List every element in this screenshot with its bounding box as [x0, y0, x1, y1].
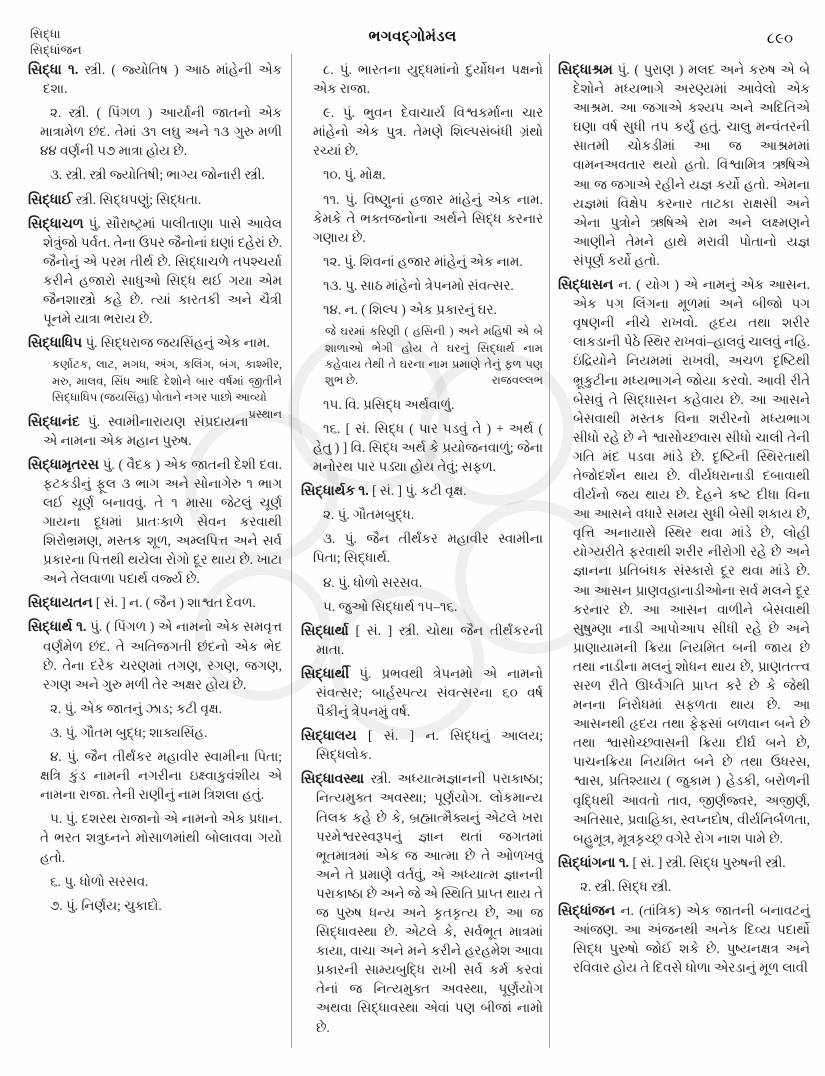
- dictionary-entry: સિદ્ધાંગના ૧. [ સં. ] સ્ત્રી. સિદ્ધ પુરુષની સ્ત્રી.: [558, 854, 786, 870]
- dictionary-entry: સિદ્ધાચળ પું. સૌરાષ્ટ્રમાં પાલીતાણા પાસે આવેલ શેત્રુંજો પર્વત. તેના ઉપર જૈનોનાં ઘણાં દહેરાં છે. જૈનોનું એ પરમ તીર્થ છે. સિદ્ધાચળે તપશ્ચર્યા કરીને હજારો સાધુઓ સિદ્ધ થઈ ગયા એમ જૈનશાસ્ત્રો કહે છે. ત્યાં કારતકી અને ચૈત્રી પૂનમે યાત્રા ભરાય છે.: [28, 215, 282, 327]
- text-column-1: [28, 60, 282, 915]
- dictionary-entry: સિદ્ધાઈ સ્ત્રી. સિદ્ધપણું; સિદ્ધતા.: [28, 191, 202, 207]
- sense-item: ૬. પુ. ધોળો સરસવ.: [50, 873, 149, 889]
- sense-item: ૧૫. વિ. પ્રસિદ્ધ અર્થવાળું.: [323, 396, 455, 412]
- sense-item: ૪. પું. ધોળો સરસવ.: [323, 574, 423, 590]
- headword: સિદ્ધાસન: [558, 277, 619, 293]
- sense-item: ૧૬. [ સં. સિદ્ધ ( પાર પડવું તે ) + અર્થ ( હેતુ ) ] વિ. સિદ્ધ અર્થ કે પ્રયોજનવાળું; જેના મનોરથ પાર પડ્યા હોય તેવું; સફળ.: [313, 420, 543, 475]
- citation-note: જે ઘરમાં કરિણી ( હસિની ) અને મહિષી એ બે શાળાઓ ભેગી હોય તે ઘરનું સિદ્ધાર્થ નામ કહેવાય તેથી તે ઘરના નામ પ્રમાણે તેનું ફળ પણ શુભ છે. રાજવલ્લભ: [325, 324, 543, 390]
- dictionary-entry: સિદ્ધાર્થ ૧. પું. ( પિંગળ ) એ નામનો એક સમવૃત્ત વર્ણમેળ છંદ. તે અતિજગતી છંદનો એક ભેદ છે. તેના દરેક ચરણમાં તગણ, રગણ, જગણ, રગણ અને ગુરુ મળી તેર અક્ષર હોય છે.: [28, 619, 282, 692]
- citation-note: કર્ણાટક, લાટ, મગધ, અંગ, કલિંગ, બંગ, કાશ્મીર, મરુ, માલવ, સિંધ આદિ દેશોને બાર વર્ષમાં જીતીને સિદ્ધાધિપ (જયસિંહ) પોતાને નગર પાછો આવ્યો પ્રસ્થાન: [52, 357, 282, 406]
- dictionary-entry: સિદ્ધાવસ્થા સ્ત્રી. અધ્યાત્મજ્ઞાનની પરાકાષ્ઠા; નિત્યમુક્ત અવસ્થા; પૂર્ણયોગ. લોકમાન્ય તિલક કહે છે કે, બ્રહ્માત્મૈક્યનું એટલે ખરા પરમેશ્વરસ્વરૂપનું જ્ઞાન થતાં જગતમાં ભૂતમાત્રમાં એક જ આત્મા છે તે ઓળખવું અને તે પ્રમાણે વર્તવું, એ અધ્યાત્મ જ્ઞાનની પરાકાષ્ઠા છે અને જે એ સ્થિતિ પ્રાપ્ત થાય તે જ પુરુષ ધન્ય અને કૃતકૃત્ય છે, આ જ સિદ્ધાવસ્થા છે. એટલે કે, સર્વભૂત માત્રમાં કાયા, વાચા અને મને કરીને હરહમેશ આવા પ્રકારની સામ્યબુદ્ધિ રાખી સર્વ કર્મ કરવાં તેનાં જ નિત્યમુક્ત અવસ્થા, પૂર્ણયોગ અથવા સિદ્ધાવસ્થા એવાં પણ બીજાં નામો છે.: [301, 771, 543, 1035]
- sense-item: ૨. સ્ત્રી. ( પિંગળ ) આર્યાની જાતનો એક માત્રામેળ છંદ. તેમાં ૩૧ લઘુ અને ૧૩ ગુરુ મળી ૪૪ વર્ણની ૫૭ માત્રા હોય છે.: [40, 105, 282, 159]
- headword: સિદ્ધાશ્રમ: [558, 62, 618, 77]
- dictionary-entry: સિદ્ધાર્થી પું. પ્રભવથી ત્રેપનમો એ નામનો સંવત્સર; બાર્હસ્પત્ય સંવત્સરના ૬૦ વર્ષ પૈકીનું ત્રેપનમું વર્ષ.: [301, 665, 543, 720]
- sense-item: ૯. પું. ભુવન દેવાચાર્ય વિશ્વકર્માના ચાર માંહેનો એક પુત્ર. તેમણે શિલ્પસંબંધી ગ્રંથો રચ્યાં છે.: [313, 105, 543, 159]
- headword: સિદ્ધાવસ્થા: [301, 771, 371, 787]
- sense-item: ૩. પું. ગૌતમ બુદ્ધ; શાક્યસિંહ.: [50, 724, 208, 740]
- dictionary-entry: સિદ્ધામૃતરસ પું. ( વૈદક ) એક જાતની દેશી દવા. ફટકડીનું ફૂલ ૩ ભાગ અને સોનાગેરુ ૧ ભાગ લઈ ચૂર્ણ બનાવવું. તે ૧ માસા જેટલું ચૂર્ણ ગાયના દૂધમાં પ્રાતઃકાળે સેવન કરવાથી શિરોભ્રમણ, મસ્તક શૂળ, અમ્લપિત્ત અને સર્વ પ્રકારના પિત્તથી થયેલા રોગો દૂર થાય છે. ખાટા અને તેલવાળા પદાર્થ વર્જ્ય છે.: [28, 456, 282, 587]
- sense-item: ૧૩. પુ. સાઠ માંહેનો ત્રેપનમો સંવત્સર.: [323, 277, 514, 293]
- sense-item: ૨. સ્ત્રી. સિદ્ધ સ્ત્રી.: [580, 878, 672, 894]
- dictionary-entry: સિદ્ધાધિપ પું. સિદ્ધરાજ જયસિંહનું એક નામ.: [28, 335, 270, 351]
- headword: સિદ્ધાર્થા: [301, 622, 356, 638]
- dictionary-entry: સિદ્ધાશ્રમ પું. ( પુરાણ ) મલદ અને કરુષ એ બે દેશોને મધ્યભાગે અરણ્યમાં આવેલો એક આશ્રમ. આ જગાએ કશ્યપ અને અદિતિએ ઘણા વર્ષ સુધી તપ કર્યું હતું. ચાલુ મન્વંતરની સાતમી ચોકડીમાં આ જ આશ્રમમાં વામનઅવતાર થયો હતો. વિશ્વામિત્ર ઋષિએ આ જ જગાએ રહીને યજ્ઞ કર્યો હતો. એમના યજ્ઞમાં વિક્ષેપ કરનાર તાટકા રાક્ષસી અને એના પુત્રોને ઋષિએ રામ અને લક્ષ્મણને આણીને તેમને હાથે મરાવી પોતાનો યજ્ઞ સંપૂર્ણ કર્યો હતો.: [558, 62, 810, 268]
- sense-item: ૧૦. પું. મોક્ષ.: [323, 167, 386, 183]
- headword: સિદ્ધામૃતરસ: [28, 456, 103, 472]
- running-head-last-word: સિદ્ધાંજન: [30, 43, 82, 57]
- sense-item: ૧૨. પું. શિવનાં હજાર માંહેનું એક નામ.: [323, 253, 523, 269]
- headword: સિદ્ધાનંદ: [28, 413, 88, 429]
- dictionary-entry: સિદ્ધાયતન [ સં. ] ન. ( જૈન ) શાશ્વત દેવળ.: [28, 595, 256, 611]
- sense-item: ૮. પું. ભારતના યુદ્ધમાંનો દુર્યોધન પક્ષનો એક રાજા.: [313, 62, 543, 97]
- headword: સિદ્ધાંગના ૧.: [558, 854, 633, 870]
- sense-item: ૭. પું. નિર્ણય; ચુકાદો.: [50, 897, 162, 913]
- headword: સિદ્ધાચળ: [28, 215, 89, 231]
- column-divider: [549, 54, 550, 1048]
- sense-item: ૨. પું. એક જાતનું ઝાડ; કટી વૃક્ષ.: [50, 700, 222, 716]
- sense-item: ૨. પું. ગૌતમબુદ્ધ.: [323, 507, 415, 523]
- sense-item: ૧૧. પું. વિષ્ણુનાં હજાર માંહેનું એક નામ. કેમકે તે ભક્તજનોના અર્થને સિદ્ધ કરનાર ગણાય છે.: [313, 191, 543, 245]
- headword: સિદ્ધાધિપ: [28, 335, 86, 351]
- text-column-3: [558, 60, 810, 977]
- sense-item: ૪. પું. જૈન તીર્થંકર મહાવીર સ્વામીના પિતા; ક્ષત્રિ કુંડ નામની નગરીના ઇક્ષ્વાકુવંશીય એ નામના રાજા. તેની રાણીનું નામ ત્રિશલા હતું.: [40, 749, 282, 803]
- sense-item: ૫. પું. દશરથ રાજાનો એ નામનો એક પ્રધાન. તે ભરત શત્રુઘ્નને મોસાળમાંથી બોલાવવા ગયો હતો.: [40, 811, 282, 865]
- headword: સિદ્ધાઈ: [28, 191, 76, 207]
- dictionary-entry: સિદ્ધાનંદ પું. સ્વામીનારાયણ સંપ્રદાયના એ નામના એક મહાન પુરુષ.: [28, 413, 249, 448]
- headword: સિદ્ધાલય: [301, 728, 368, 744]
- sense-item: ૩. પું. જૈન તીર્થંકર મહાવીર સ્વામીના પિતા; સિદ્ધાર્થ.: [313, 531, 543, 566]
- dictionary-entry: સિદ્ધા ૧. સ્ત્રી. ( જ્યોતિષ ) આઠ માંહેની એક દશા.: [28, 62, 282, 97]
- dictionary-entry: સિદ્ધાર્થા [ સં. ] સ્ત્રી. ચોથા જૈન તીર્થંકરની માતા.: [301, 622, 543, 657]
- headword: સિદ્ધાર્થી: [301, 665, 360, 681]
- headword: સિદ્ધાંજન: [558, 903, 621, 919]
- text-column-2: [301, 60, 543, 1037]
- page-title: ભગવદ્ગોમંડલ: [368, 29, 457, 45]
- headword: સિદ્ધાયતન: [28, 595, 96, 611]
- source-citation: પ્રસ્થાન: [248, 407, 282, 421]
- sense-item: ૫. જુઓ સિદ્ધાર્થ ૧૫–૧૬.: [323, 598, 458, 614]
- sense-item: ૩. સ્ત્રી. સ્ત્રી જ્યોતિષી; ભાગ્ય જોનારી સ્ત્રી.: [50, 167, 265, 183]
- dictionary-entry: સિદ્ધાલય [ સં. ] ન. સિદ્ધનું આલય; સિદ્ધલોક.: [301, 728, 544, 763]
- dictionary-entry: સિદ્ધાસન ન. ( યોગ ) એ નામનું એક આસન. એક પગ લિંગના મૂળમાં અને બીજો પગ વૃષણની નીચે રાખવો. હૃદય તથા શરીર લાકડાની પેઠે સ્થિર રાખવાં–હાલવું ચાલવું નહિ. ઇંદ્રિયોને નિયમમાં રાખવી, અચળ દૃષ્ટિથી ભ્રૂકુટીના મધ્યભાગને જોયા કરવો. આવી રીતે બેસવું તે સિદ્ધાસન કહેવાય છે. આ આસને બેસવાથી મસ્તક વિના શરીરનો મધ્યભાગ સીધો રહે છે ને શ્વાસોચ્છ્વાસ સીધો ચાલી તેની ગતિ મંદ પડવા માંડે છે. દૃષ્ટિની સ્થિરતાથી તેજોદર્શન થાય છે. વીર્યધરાનાડી દબાવાથી વીર્યનો જય થાય છે. દેહને કષ્ટ દીધા વિના આ આસને વધારે સમય સુધી બેસી શકાય છે, વૃત્તિ અનાયાસે સ્થિર થવા માંડે છે, લોહી યોગ્યરીતે ફરવાથી શરીર નીરોગી રહે છે અને જ્ઞાનના પ્રતિબંધક સંસ્કારો દૂર થવા માંડે છે. આ આસન પ્રાણવહાનાડીઓના સર્વ મલને દૂર કરનાર છે. આ આસન વાળીને બેસવાથી સુષુમ્ણા નાડી આપોઆપ સીધી રહે છે અને પ્રાણાયામની ક્રિયા નિયમિત બની જાય છે તથા નાડીના મલનું શોધન થાય છે, પ્રાણતત્ત્વ સરળ રીતે ઊર્ધ્વગતિ પ્રાપ્ત કરે છે કે જેથી મનના નિરોધમાં સફળતા થાય છે. આ આસનથી હૃદય તથા ફેફસાં બળવાન બને છે તથા શ્વાસોચ્છ્વાસની ક્રિયા દીર્ઘ બને છે, પાચનક્રિયા નિયમિત બને છે તથા ઉધરસ, શ્વાસ, પ્રતિશ્યાય ( જુકામ ) હેડકી, બરોળની વૃદ્ધિથી આવતો તાવ, જીર્ણજ્વર, અજીર્ણ, અતિસાર, પ્રવાહિકા, સ્વપ્નદોષ, વીર્યનિર્બળતા, બહુમૂત્ર, મૂત્રકૃચ્છ્ર વગેરે રોગ નાશ પામે છે.: [558, 277, 810, 846]
- sense-item: ૧૪. ન. ( શિલ્પ ) એક પ્રકારનું ઘર.: [323, 302, 497, 318]
- dictionary-entry: સિદ્ધાંજન ન. (તાંત્રિક) એક જાતની બનાવટનું આંજણ. આ અંજનથી અનેક દિવ્ય પદાર્થો સિદ્ધ પુરુષો જોઈ શકે છે. પુષ્યનક્ષત્ર અને રવિવાર હોય તે દિવસે ધોળા એરડાનું મૂળ લાવી: [558, 903, 810, 976]
- source-citation: રાજવલ્લભ: [491, 374, 543, 388]
- running-head-first-word: સિદ્ધા: [30, 27, 61, 41]
- headword: સિદ્ધાર્થ ૧.: [28, 619, 91, 635]
- column-divider: [291, 54, 292, 1048]
- headword: સિદ્ધા ૧.: [28, 62, 85, 77]
- headword: સિદ્ધાર્થક ૧.: [301, 483, 373, 499]
- page-number: ૮૯૦: [766, 31, 793, 47]
- dictionary-entry: સિદ્ધાર્થક ૧. [ સં. ] પું. કટી વૃક્ષ.: [301, 483, 467, 499]
